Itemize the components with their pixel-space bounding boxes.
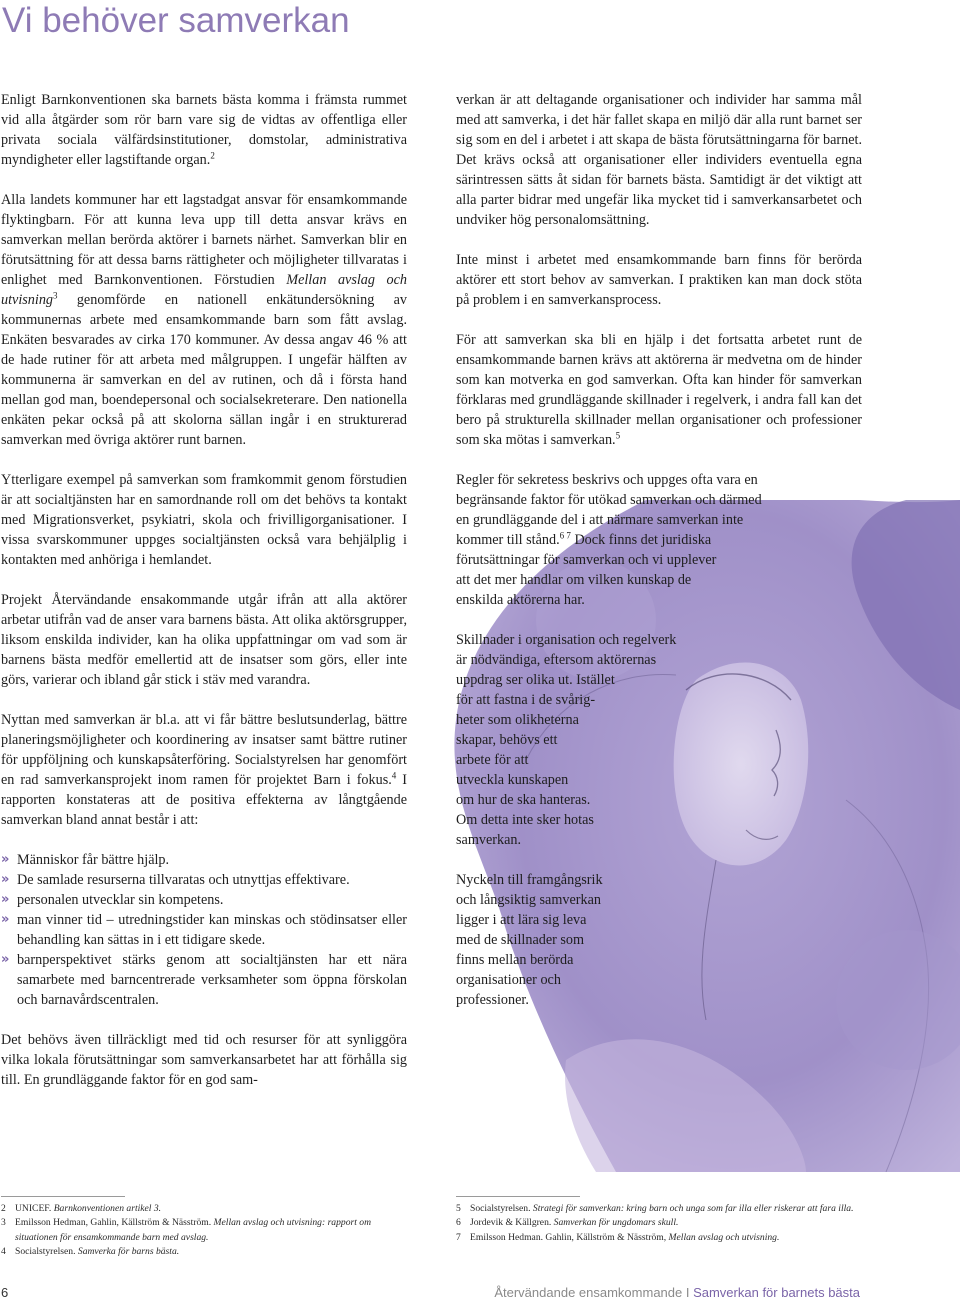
footnote-4: 4 Socialstyrelsen. Samverka för barns bästa. bbox=[1, 1246, 180, 1258]
bullet-chevron-icon: » bbox=[1, 872, 10, 887]
footnotes-left bbox=[1, 1202, 411, 1260]
paragraph-exempel-samverkan: Ytterligare exempel på samverkan som framkommit genom förstudien är att socialtjänsten har en samordnande roll om det behövs ta kontakt med Migrationsverket, psykiatri, skola och frivilligorganisationer. I vissa svarskommuner uppges socialtjänsten också vara behjälplig i kontakten med anhöriga i hemlandet. bbox=[1, 472, 407, 568]
paragraph-hinder: För att samverkan ska bli en hjälp i det fortsatta arbetet runt de ensamkommande barnen krävs att aktörerna är medvetna om de hinder som kan motverka en god samverkan. Ofta kan hinder för samverkan förklaras med grundläggande skillnader i regelverk, i andra fall kan det bero på strukturella skillnader mellan organisationer och professioner som ska mötas i samverkan.$^5$ bbox=[456, 332, 862, 448]
list-item: » man vinner tid – utredningstider kan minskas och stödinsatser eller behandling kan sättas in i ett tidigare skede. bbox=[1, 912, 407, 948]
page-title: Vi behöver samverkan bbox=[2, 1, 350, 40]
right-column bbox=[456, 90, 862, 1010]
footnote-2: 2 UNICEF. Barnkonventionen artikel 3. bbox=[1, 1203, 162, 1214]
paragraph-skillnader: Skillnader i organisation och regelverk är nödvändiga, eftersom aktörernas uppdrag ser olika ut. Istället för att fastna i de svårig- heter som olikheterna skapar, behövs ett arbete för att utveckla kunskapen om hur de ska hanteras. Om detta inte sker hotas samverkan. bbox=[456, 632, 677, 848]
footnote-7: 7 Emilsson Hedman. Gahlin, Källström & Näsström, Mellan avslag och utvisning. bbox=[456, 1231, 780, 1243]
paragraph-sekretess: Regler för sekretess beskrivs och uppges ofta vara en begränsande faktor för utökad samverkan och därmed en grundläggande del i att närmare samverkan inte kommer till stånd.$^{6 7}$ Dock finns det juridiska förutsättningar för samverkan och vi upplever att det mer handlar om vilken kunskap de enskilda aktörerna har. bbox=[456, 472, 762, 608]
list-item: » barnperspektivet stärks genom att socialtjänsten har ett nära samarbete med barncentrerade verksamheter som öppna förskolan och barnavårdscentralen. bbox=[1, 952, 407, 1008]
running-footer-separator: I bbox=[682, 1285, 694, 1300]
bullet-chevron-icon: » bbox=[1, 952, 10, 967]
left-column bbox=[1, 90, 407, 1090]
report-title: Mellan avslag och utvisning bbox=[1, 272, 407, 308]
paragraph-gemensamma-mal: verkan är att deltagande organisationer och individer har samma mål med att samverka, i det här fallet skapa en miljö där alla runt barnet ser sig som en del i arbetet i att skapa de bästa förutsättningarna för barnet. Det krävs också att organisationer eller individers eventuella egna särintressen sätts åt sidan för barnets bästa. Samtidigt är det viktigt att alla parter bidrar med ungefär lika mycket tid i samverkansarbetet och undviker hög personalomsättning. bbox=[456, 92, 862, 228]
footnotes-right bbox=[456, 1202, 866, 1245]
footnote-ref-5[interactable]: 5 bbox=[615, 430, 621, 441]
running-footer-section: Samverkan för barnets bästa bbox=[693, 1285, 860, 1300]
bullet-chevron-icon: » bbox=[1, 892, 10, 907]
footnote-ref-3[interactable]: 3 bbox=[53, 290, 58, 301]
running-footer bbox=[494, 1285, 860, 1300]
benefits-list bbox=[1, 850, 407, 1010]
list-item: » Människor får bättre hjälp. bbox=[1, 852, 170, 868]
paragraph-tid-resurser: Det behövs även tillräckligt med tid och resurser för att synliggöra vilka lokala förutsättningar som samverkansarbetet har att förhålla sig till. En grundläggande faktor för en god sam- bbox=[1, 1032, 407, 1088]
paragraph-kommuner-ansvar: Alla landets kommuner har ett lagstadgat ansvar för ensamkommande flyktingbarn. För att kunna leva upp till detta ansvar krävs en samverkan mellan berörda aktörer i barnets närhet. Samverkan blir en förutsättning för att dessa barns rättigheter och möjligheter tillvaratas i enlighet med Barnkonventionen. Förstudien Mellan avslag och utvisning$^3$ genomförde en nationell enkätundersökning av kommunernas arbete med ensamkommande barn som fått avslag. Enkäten besvarades av cirka 170 kommuner. Av dessa angav 46 % att de hade rutiner för att arbeta med målgruppen. I ungefär hälften av kommunerna är samverkan en del av rutinen, och då i första hand mellan god man, boendepersonal och socialsekreterare. Den nationella enkäten pekar också på att skolorna sällan ingår i en strukturerad samverkan med övriga aktörer runt barnen. bbox=[1, 192, 407, 448]
list-item: » personalen utvecklar sin kompetens. bbox=[1, 892, 224, 908]
paragraph-behov-samverkan: Inte minst i arbetet med ensamkommande barn finns för berörda aktörer ett stort behov av samverkan. I praktiken kan man dock stöta på problem i en samverkansprocess. bbox=[456, 252, 862, 308]
page-number: 6 bbox=[1, 1285, 9, 1300]
narrow-text-block bbox=[456, 470, 862, 1010]
list-item: » De samlade resurserna tillvaratas och utnyttjas effektivare. bbox=[1, 872, 350, 888]
footnote-3: 3 Emilsson Hedman, Gahlin, Källström & Näsström. Mellan avslag och utvisning: rapport om situationen för ensamkommande barn med avslag. bbox=[1, 1217, 372, 1243]
bullet-chevron-icon: » bbox=[1, 852, 10, 867]
running-footer-publication: Återvändande ensamkommande bbox=[494, 1285, 683, 1300]
footnote-ref-4[interactable]: 4 bbox=[391, 770, 397, 781]
footnote-divider-right bbox=[456, 1196, 580, 1197]
paragraph-nyttan: Nyttan med samverkan är bl.a. att vi får bättre beslutsunderlag, bättre planeringsmöjligheter och koordinering av insatser samt bättre rutiner för uppföljning och kunskapsåterföring. Socialstyrelsen har genomfört en rad samverkansprojekt inom ramen för projektet Barn i fokus.$^4$ I rapporten konstateras att de positiva effekterna av långtgående samverkan bland annat består i att: bbox=[1, 712, 407, 828]
paragraph-nyckeln: Nyckeln till framgångsrik och långsiktig samverkan ligger i att lära sig leva med de skillnader som finns mellan berörda organisationer och professioner. bbox=[456, 872, 603, 1008]
footnote-5: 5 Socialstyrelsen. Strategi för samverkan: kring barn och unga som far illa eller riskerar att fara illa. bbox=[456, 1203, 854, 1214]
paragraph-barnkonventionen: Enligt Barnkonventionen ska barnets bästa komma i främsta rummet vid alla åtgärder som rör barn vare sig de vidtas av offentliga eller privata sociala välfärdsinstitutioner, domstolar, administrativa myndigheter eller lagstiftande organ.$^2$ bbox=[1, 92, 407, 168]
bullet-chevron-icon: » bbox=[1, 912, 10, 927]
paragraph-projekt: Projekt Återvändande ensakommande utgår ifrån att alla aktörer arbetar utifrån vad de anser vara barnens bästa. Att olika aktörsgrupper, liksom enskilda individer, kan ha olika uppfattningar om vad som är barnens bästa medför emellertid att de insatser som görs, eller inte görs, varierar och ibland går stick i stäv med varandra. bbox=[1, 592, 407, 688]
footnote-ref-2[interactable]: 2 bbox=[210, 150, 215, 161]
footnote-ref-6-7[interactable]: 6 7 bbox=[559, 530, 571, 541]
footnote-divider-left bbox=[1, 1196, 125, 1197]
footnote-6: 6 Jordevik & Källgren. Samverkan för ungdomars skull. bbox=[456, 1217, 679, 1229]
